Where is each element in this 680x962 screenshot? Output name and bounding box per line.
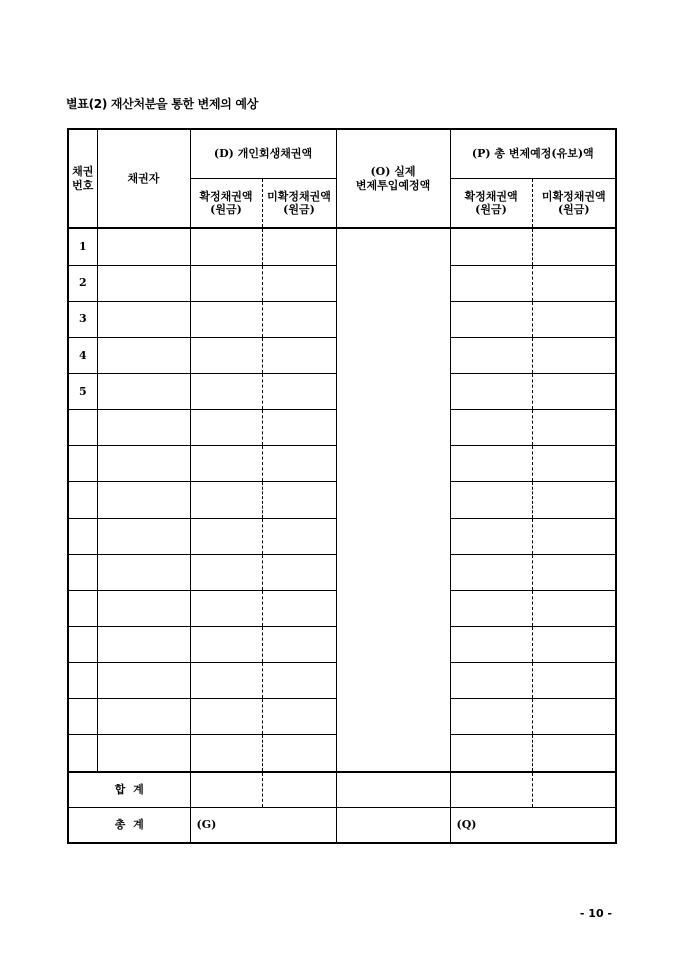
d-unconfirmed-cell	[262, 735, 336, 772]
header-p-unconfirmed: 미확정채권액 (원금)	[532, 179, 616, 229]
total-d-unconfirmed	[262, 772, 336, 808]
d-confirmed-cell	[190, 554, 262, 590]
d-unconfirmed-cell	[262, 373, 336, 409]
creditor-cell	[97, 446, 190, 482]
p-unconfirmed-cell	[532, 590, 616, 626]
d-unconfirmed-cell	[262, 626, 336, 662]
row-number: 4	[68, 337, 97, 373]
p-confirmed-cell	[450, 699, 532, 735]
d-unconfirmed-cell	[262, 228, 336, 265]
p-unconfirmed-cell	[532, 626, 616, 662]
d-unconfirmed-cell	[262, 337, 336, 373]
p-unconfirmed-cell	[532, 410, 616, 446]
d-unconfirmed-cell	[262, 265, 336, 301]
grand-total-o	[336, 807, 450, 843]
p-confirmed-cell	[450, 663, 532, 699]
total-row	[68, 772, 616, 808]
p-confirmed-cell	[450, 735, 532, 772]
header-d-confirmed: 확정채권액 (원금)	[190, 179, 262, 229]
header-d-unconfirmed: 미확정채권액 (원금)	[262, 179, 336, 229]
creditor-cell	[97, 337, 190, 373]
total-label: 합 계	[68, 772, 190, 808]
creditor-cell	[97, 410, 190, 446]
row-number	[68, 626, 97, 662]
row-number: 2	[68, 265, 97, 301]
d-unconfirmed-cell	[262, 446, 336, 482]
grand-total-label: 총 계	[68, 807, 190, 843]
p-confirmed-cell	[450, 337, 532, 373]
p-confirmed-cell	[450, 590, 532, 626]
d-confirmed-cell	[190, 590, 262, 626]
grand-total-row	[68, 807, 616, 843]
header-group-o: (O) 실제 변제투입예정액	[336, 129, 450, 228]
d-unconfirmed-cell	[262, 663, 336, 699]
header-p-confirmed: 확정채권액 (원금)	[450, 179, 532, 229]
row-number	[68, 518, 97, 554]
total-d-confirmed	[190, 772, 262, 808]
creditor-cell	[97, 482, 190, 518]
row-number	[68, 699, 97, 735]
p-confirmed-cell	[450, 410, 532, 446]
p-unconfirmed-cell	[532, 265, 616, 301]
d-confirmed-cell	[190, 446, 262, 482]
d-confirmed-cell	[190, 265, 262, 301]
header-creditor-no: 채권 번호	[68, 129, 97, 228]
creditor-cell	[97, 518, 190, 554]
p-unconfirmed-cell	[532, 228, 616, 265]
p-unconfirmed-cell	[532, 518, 616, 554]
total-p-confirmed	[450, 772, 532, 808]
row-number	[68, 554, 97, 590]
p-confirmed-cell	[450, 626, 532, 662]
p-confirmed-cell	[450, 301, 532, 337]
p-confirmed-cell	[450, 265, 532, 301]
p-unconfirmed-cell	[532, 699, 616, 735]
p-unconfirmed-cell	[532, 482, 616, 518]
d-unconfirmed-cell	[262, 554, 336, 590]
row-number	[68, 590, 97, 626]
d-unconfirmed-cell	[262, 699, 336, 735]
p-unconfirmed-cell	[532, 301, 616, 337]
row-number	[68, 735, 97, 772]
row-number	[68, 663, 97, 699]
p-confirmed-cell	[450, 482, 532, 518]
d-confirmed-cell	[190, 410, 262, 446]
creditor-cell	[97, 735, 190, 772]
creditor-cell	[97, 590, 190, 626]
creditor-cell	[97, 373, 190, 409]
p-unconfirmed-cell	[532, 554, 616, 590]
table-row	[68, 228, 616, 265]
d-unconfirmed-cell	[262, 410, 336, 446]
row-number	[68, 482, 97, 518]
total-o	[336, 772, 450, 808]
p-unconfirmed-cell	[532, 446, 616, 482]
header-group-p: (P) 총 변제예정(유보)액	[450, 129, 616, 179]
p-confirmed-cell	[450, 228, 532, 265]
p-confirmed-cell	[450, 373, 532, 409]
row-number	[68, 446, 97, 482]
header-group-d: (D) 개인회생채권액	[190, 129, 336, 179]
creditor-cell	[97, 265, 190, 301]
p-unconfirmed-cell	[532, 337, 616, 373]
p-unconfirmed-cell	[532, 735, 616, 772]
o-merged-cell	[336, 228, 450, 771]
document-title: 별표(2) 재산처분을 통한 변제의 예상	[66, 97, 259, 111]
d-confirmed-cell	[190, 301, 262, 337]
q-cell: (Q)	[450, 807, 616, 843]
d-confirmed-cell	[190, 337, 262, 373]
creditor-cell	[97, 699, 190, 735]
d-confirmed-cell	[190, 735, 262, 772]
d-unconfirmed-cell	[262, 518, 336, 554]
d-confirmed-cell	[190, 626, 262, 662]
p-confirmed-cell	[450, 446, 532, 482]
p-unconfirmed-cell	[532, 373, 616, 409]
d-unconfirmed-cell	[262, 482, 336, 518]
row-number: 1	[68, 228, 97, 265]
creditor-cell	[97, 663, 190, 699]
creditor-cell	[97, 301, 190, 337]
row-number: 3	[68, 301, 97, 337]
d-confirmed-cell	[190, 373, 262, 409]
creditor-cell	[97, 228, 190, 265]
header-creditor: 채권자	[97, 129, 190, 228]
row-number: 5	[68, 373, 97, 409]
total-p-unconfirmed	[532, 772, 616, 808]
p-confirmed-cell	[450, 554, 532, 590]
d-confirmed-cell	[190, 699, 262, 735]
p-confirmed-cell	[450, 518, 532, 554]
d-unconfirmed-cell	[262, 590, 336, 626]
creditor-cell	[97, 554, 190, 590]
d-confirmed-cell	[190, 663, 262, 699]
d-confirmed-cell	[190, 518, 262, 554]
d-confirmed-cell	[190, 482, 262, 518]
creditor-cell	[97, 626, 190, 662]
page-number: - 10 -	[579, 907, 612, 920]
repayment-table	[67, 128, 617, 844]
d-confirmed-cell	[190, 228, 262, 265]
row-number	[68, 410, 97, 446]
g-cell: (G)	[190, 807, 336, 843]
p-unconfirmed-cell	[532, 663, 616, 699]
d-unconfirmed-cell	[262, 301, 336, 337]
